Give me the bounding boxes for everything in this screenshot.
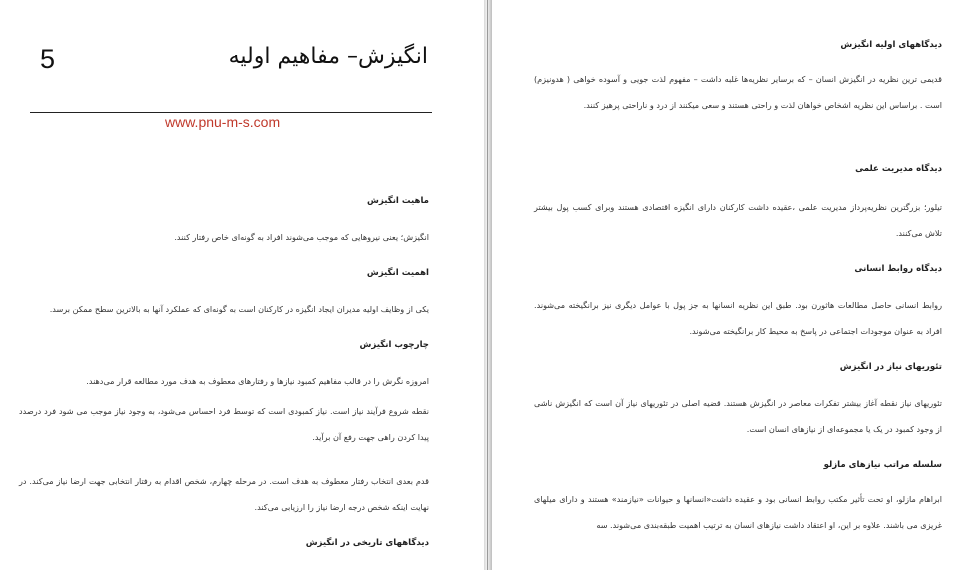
- section-paragraph: تیلور؛ بزرگترین نظریه‌پرداز مدیریت علمی ،عقیده داشت کارکنان دارای انگیزه اقتصادی هستند وبرای کسب پول بیشتر تلاش می‌کنند.: [534, 202, 942, 238]
- section-paragraph: روابط انسانی حاصل مطالعات هاثورن بود. طبق این نظریه انسانها به جز پول با عوامل دیگری نیز برانگیخته می‌شوند. افراد به عنوان موجودات اجتماعی در پاسخ به محیط کار برانگیخته می‌شوند.: [534, 300, 942, 336]
- section-heading: دیدگاههای اولیه انگیزش: [840, 40, 942, 50]
- section-paragraph: یکی از وظایف اولیه مدیران ایجاد انگیزه در کارکنان است به گونه‌ای که عملکرد آنها به بالاترین سطح ممکن برسد.: [49, 304, 429, 314]
- section-heading: دیدگاه مدیریت علمی: [855, 164, 942, 174]
- right-page: [492, 0, 972, 570]
- chapter-number: 5: [40, 44, 56, 74]
- section-heading: دیدگاههای تاریخی در انگیزش: [305, 538, 429, 548]
- section-paragraph: ابراهام مازلو، او تحت تأثیر مکتب روابط انسانی بود و عقیده داشت«انسانها و حیوانات «نیازمند» هستند و دارای میلهای غریزی می باشند. علاوه بر این، او اعتقاد داشت نیازهای انسان به ترتیب اهمیت طبقه‌بندی می‌شوند. سه: [534, 494, 942, 530]
- section-paragraph: امروزه نگرش را در قالب مفاهیم کمبود نیازها و رفتارهای معطوف به هدف مورد مطالعه قرار می‌دهند.: [86, 376, 429, 386]
- section-paragraph: تئوریهای نیاز نقطه آغاز بیشتر تفکرات معاصر در انگیزش هستند. قضیه اصلی در تئوریهای نیاز آن است که انگیزش ناشی از وجود کمبود در یک یا مجموعه‌ای از نیازهای انسان است.: [534, 398, 942, 434]
- section-paragraph: قدم بعدی انتخاب رفتار معطوف به هدف است. در مرحله چهارم، شخص اقدام به رفتار انتخابی جهت ارضا نیاز می‌کند. در نهایت اینکه شخص درجه ارضا نیاز را ارزیابی می‌کند.: [19, 476, 429, 512]
- section-paragraph: انگیزش؛ یعنی نیروهایی که موجب می‌شوند افراد به گونه‌ای خاص رفتار کنند.: [174, 232, 429, 242]
- header-divider: [30, 112, 432, 113]
- section-heading: سلسله مراتب نیازهای مازلو: [823, 460, 942, 470]
- section-heading: تئوریهای نیاز در انگیزش: [839, 362, 942, 372]
- section-heading: چارچوب انگیزش: [359, 340, 429, 350]
- section-paragraph: نقطه شروع فرآیند نیاز است. نیاز کمبودی است که توسط فرد احساس می‌شود، به وجود نیاز موجب می شود فرد درصدد پیدا کردن راهی جهت رفع آن برآید.: [19, 406, 429, 442]
- section-heading: ماهیت انگیزش: [367, 196, 429, 206]
- section-heading: دیدگاه روابط انسانی: [854, 264, 942, 274]
- section-heading: اهمیت انگیزش: [366, 268, 429, 278]
- book-gutter: [484, 0, 492, 570]
- section-paragraph: قدیمی ترین نظریه در انگیزش انسان – که برسایر نظریه‌ها غلبه داشت – مفهوم لذت جویی و آسوده خواهی ( هدونیزم) است . براساس این نظریه اشخاص خواهان لذت و راحتی هستند و سعی میکنند از درد و ناراحتی پرهیز کنند.: [534, 74, 942, 110]
- chapter-title: انگیزش– مفاهیم اولیه: [228, 44, 428, 69]
- website-watermark: www.pnu-m-s.com: [165, 114, 281, 130]
- left-page: [0, 0, 484, 570]
